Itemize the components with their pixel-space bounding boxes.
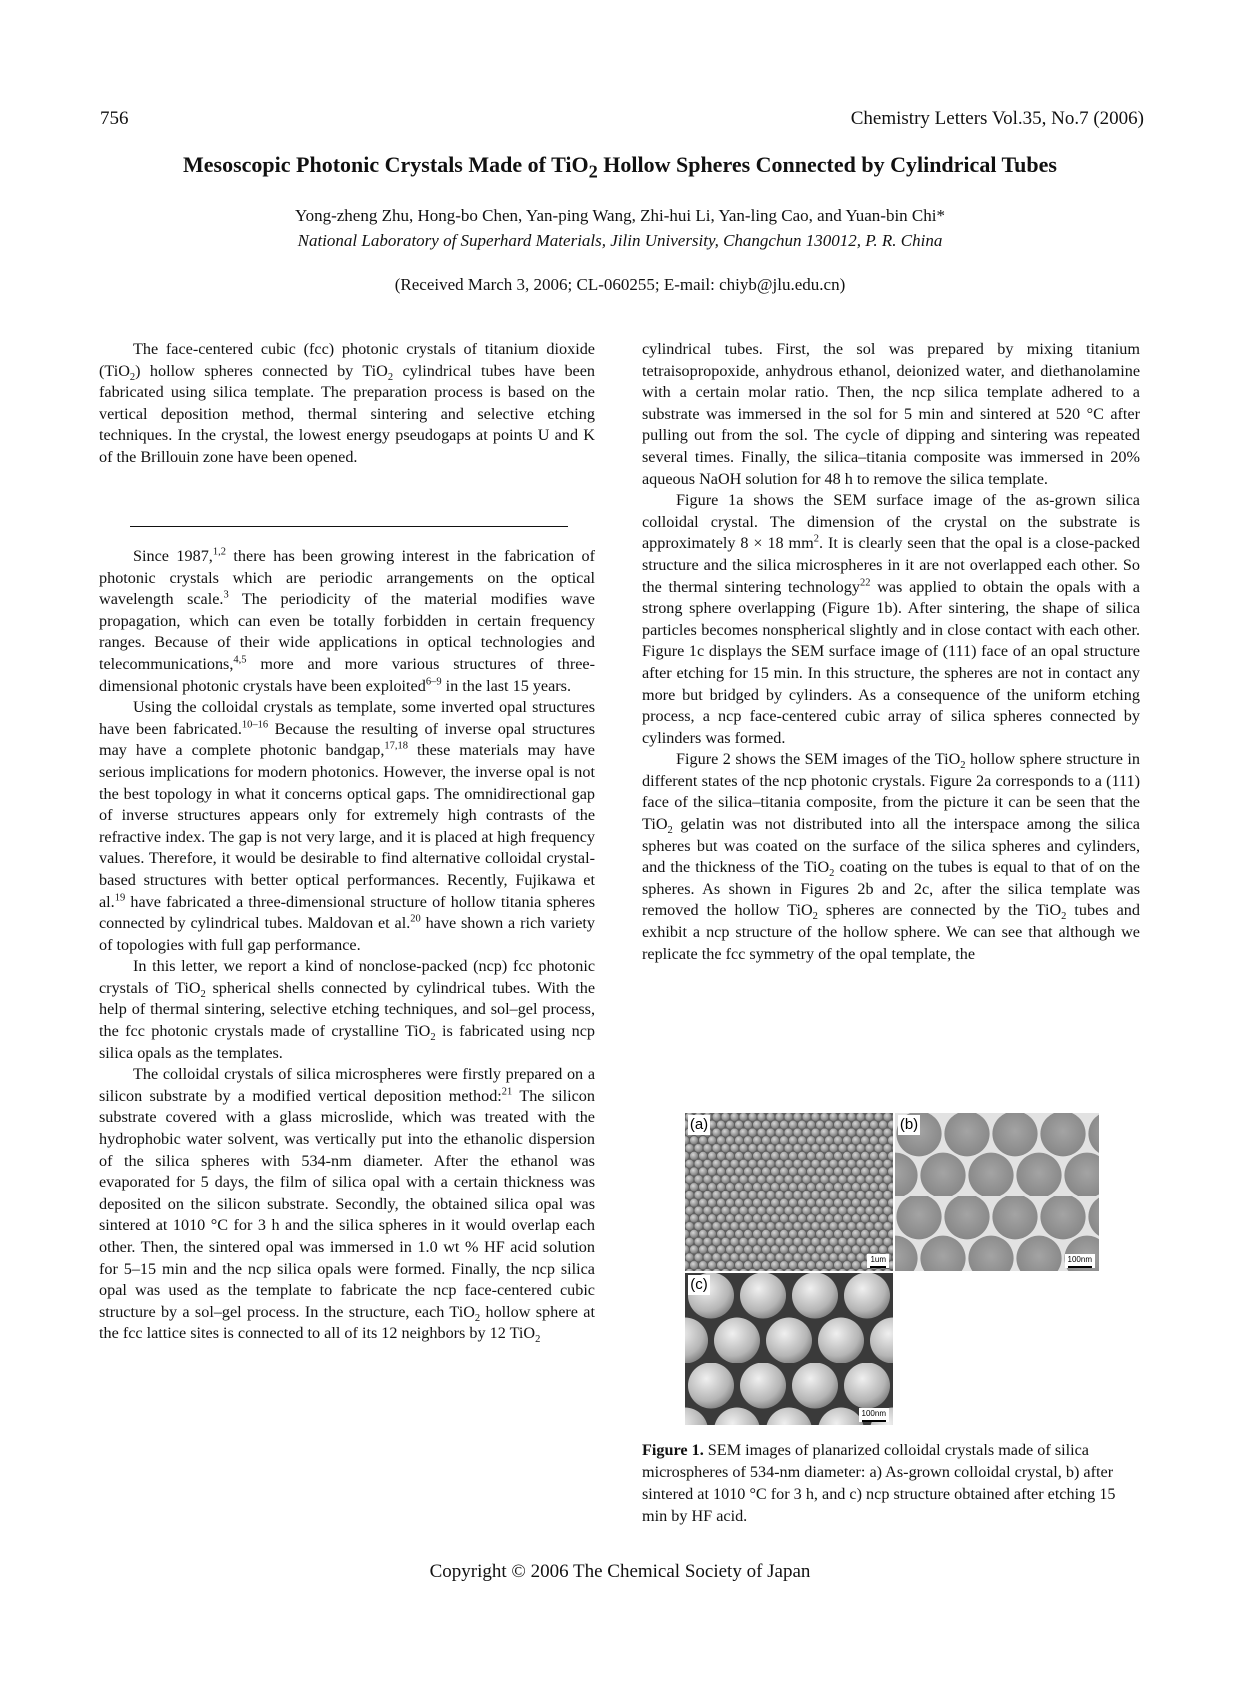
abstract-divider — [130, 526, 568, 527]
paragraph-methods: The colloidal crystals of silica microspheres were firstly prepared on a silicon substrate by a modified vertical deposition method:$^{21}$ The silicon substrate covered with a glass microslide, which was treated with the hydrophobic water solvent, was vertically put into the ethanolic dispersion of the silica spheres with 534-nm diameter. After the ethanol was evaporated for 5 days, the film of silica opal with a certain thickness was deposited on the silicon substrate. Secondly, the obtained silica opal was sintered at 1010 °C for 3 h and the silica spheres in it would overlap each other. Then, the sintered opal was immersed in 1.0 wt % HF acid solution for 5–15 min and the ncp silica opals were formed. Finally, the ncp silica opal was used as the template to fabricate the ncp face-centered cubic structure by a sol–gel process. In the structure, each TiO$_2$ hollow sphere at the fcc lattice sites is connected to all of its 12 neighbors by 12 TiO$_2$ — [99, 1065, 595, 1346]
paragraph-intro: Since 1987,$^{1,2}$ there has been growing interest in the fabrication of photonic crystals which are periodic arrangements on the optical wavelength scale.$^3$ The periodicity of the material modifies wave propagation, which can even be totally forbidden in certain frequency ranges. Because of their wide applications in optical technologies and telecommunications,$^{4,5}$ more and more various structures of three-dimensional photonic crystals have been exploited$^{6-9}$ in the last 15 years. — [99, 546, 596, 695]
body-left-column — [99, 546, 595, 1345]
journal-reference: Chemistry Letters Vol.35, No.7 (2006) — [850, 108, 1144, 129]
paragraph-this-letter: In this letter, we report a kind of nonclose-packed (ncp) fcc photonic crystals of TiO$_2$ spherical shells connected by cylindrical tubes. With the help of thermal sintering, selective etching techniques, and sol–gel process, the fcc photonic crystals made of crystalline TiO$_2$ is fabricated using ncp silica opals as the templates. — [99, 957, 596, 1062]
body-right-column — [642, 339, 1140, 965]
sem-image-b — [895, 1113, 1099, 1271]
scale-bar-c: 100nm — [859, 1408, 889, 1422]
paragraph-methods-continued: cylindrical tubes. First, the sol was prepared by mixing titanium tetraisopropoxide, anhydrous ethanol, deionized water, and diethanolamine with a certain molar ratio. Then, the ncp silica template adhered to a substrate was immersed in the sol for 5 min and sintered at 520 °C after pulling out from the sol. The cycle of dipping and sintering was repeated several times. Finally, the silica–titania composite was immersed in 20% aqueous NaOH solution for 48 h to remove the silica template. — [642, 340, 1140, 488]
copyright-footer: Copyright © 2006 The Chemical Society of Japan — [429, 1561, 811, 1582]
panel-label-b: (b) — [899, 1116, 919, 1133]
panel-label-c: (c) — [688, 1275, 710, 1295]
affiliation: National Laboratory of Superhard Materials, Jilin University, Changchun 130012, P. R. China — [297, 231, 943, 250]
author-list: Yong-zheng Zhu, Hong-bo Chen, Yan-ping Wang, Zhi-hui Li, Yan-ling Cao, and Yuan-bin Chi* — [295, 206, 945, 225]
paragraph-figure2: Figure 2 shows the SEM images of the TiO$_2$ hollow sphere structure in different states of the ncp photonic crystals. Figure 2a corresponds to a (111) face of the silica–titania composite, from the picture it can be seen that the TiO$_2$ gelatin was not distributed into all the interspace among the silica spheres but was coated on the surface of the silica spheres and cylinders, and the thickness of the TiO$_2$ coating on the tubes is equal to that of on the spheres. As shown in Figures 2b and 2c, after the silica template was removed the hollow TiO$_2$ spheres are connected by the TiO$_2$ tubes and exhibit a ncp structure of the hollow sphere. We can see that although we replicate the fcc symmetry of the opal template, the — [642, 750, 1140, 963]
sem-pattern-sintered — [895, 1113, 1099, 1271]
abstract-paragraph: The face-centered cubic (fcc) photonic crystals of titanium dioxide (TiO$_2$) hollow spheres connected by TiO$_2$ cylindrical tubes have been fabricated using silica template. The preparation process is based on the vertical deposition method, thermal sintering and selective etching techniques. In the crystal, the lowest energy pseudogaps at points U and K of the Brillouin zone have been opened. — [99, 340, 596, 466]
page-number: 756 — [100, 108, 129, 129]
sem-image-a — [685, 1113, 893, 1271]
sem-pattern-ncp — [685, 1273, 893, 1425]
panel-label-a: (a) — [689, 1116, 709, 1133]
paragraph-inverse-opal: Using the colloidal crystals as template, some inverted opal structures have been fabricated.$^{10-16}$ Because the resulting of inverse opal structures may have a complete photonic bandgap,$^{17,18}$ these materials may have serious implications for modern photonics. However, the inverse opal is not the best topology in what it concerns optical gaps. The omnidirectional gap of inverse structures appears only for extremely high contrasts of the refractive index. The gap is not very large, and it is placed at high frequency values. Therefore, it would be desirable to find alternative colloidal crystal-based structures with better optical performances. Recently, Fujikawa et al.$^{19}$ have fabricated a three-dimensional structure of hollow titania spheres connected by cylindrical tubes. Maldovan et al.$^{20}$ have shown a rich variety of topologies with full gap performance. — [99, 698, 596, 954]
received-line: (Received March 3, 2006; CL-060255; E-mail: chiyb@jlu.edu.cn) — [394, 275, 846, 294]
abstract — [99, 339, 595, 469]
figure-1-caption — [642, 1439, 1140, 1527]
sem-image-c — [685, 1273, 893, 1425]
article-title: Mesoscopic Photonic Crystals Made of TiO$_2$ Hollow Spheres Connected by Cylindrical Tubes — [183, 152, 1057, 182]
scale-bar-b: 100nm — [1065, 1254, 1095, 1268]
caption-text: SEM images of planarized colloidal crystals made of silica microspheres of 534-nm diameter: a) As-grown colloidal crystal, b) after sintered at 1010 °C for 3 h, and c) ncp structure obtained after etching 15 min by HF acid. — [642, 1441, 1116, 1525]
figure-1 — [685, 1113, 1099, 1425]
scale-bar-a: 1um — [867, 1254, 889, 1268]
caption-label: Figure 1. — [642, 1441, 704, 1459]
paragraph-figure1: Figure 1a shows the SEM surface image of the as-grown silica colloidal crystal. The dimension of the crystal on the substrate is approximately 8 × 18 $mm^2$. It is clearly seen that the opal is a close-packed structure and the silica microspheres in it are not overlapped each other. So the thermal sintering technology$^{22}$ was applied to obtain the opals with a strong sphere overlapping (Figure 1b). After sintering, the shape of silica particles becomes nonspherical slightly and in close contact with each other. Figure 1c displays the SEM surface image of (111) face of an opal structure after etching for 15 min. In this structure, the spheres are not in contact any more but bridged by cylinders. As a consequence of the uniform etching process, a ncp face-centered cubic array of silica spheres connected by cylinders was formed. — [642, 491, 1140, 747]
sem-pattern-close-packed — [685, 1113, 893, 1271]
